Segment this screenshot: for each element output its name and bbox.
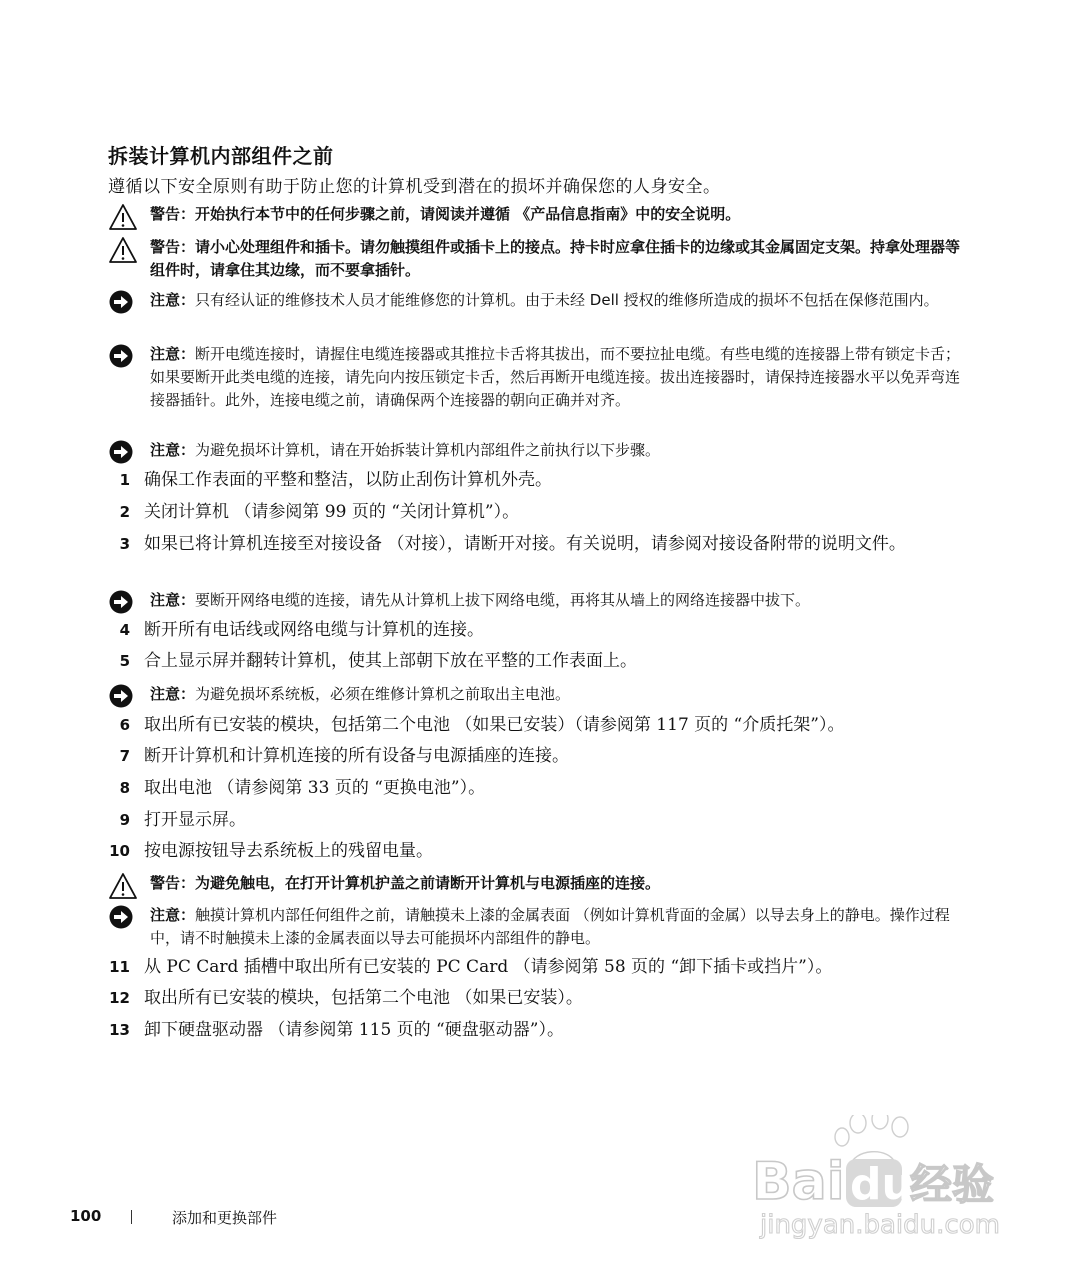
caution-notice xyxy=(106,589,966,612)
warning-label: 警告： xyxy=(150,238,196,256)
notice-label: 注意： xyxy=(150,291,196,309)
step-item xyxy=(106,745,966,768)
step-text: 如果已将计算机连接至对接设备 （对接），请断开对接。有关说明，请参阅对接设备附带的说明文件。 xyxy=(144,534,906,554)
notice-label: 注意： xyxy=(150,441,196,459)
step-number: 12 xyxy=(109,989,130,1007)
step-item xyxy=(106,777,966,800)
caution-notice xyxy=(106,904,966,950)
step-text: 合上显示屏并翻转计算机，使其上部朝下放在平整的工作表面上。 xyxy=(144,651,637,671)
notice-text: 只有经认证的维修技术人员才能维修您的计算机。由于未经 Dell 授权的维修所造成的损坏不包括在保修范围内。 xyxy=(195,291,939,309)
notice-label: 注意： xyxy=(150,906,196,924)
svg-text:jingyan.baidu.com: jingyan.baidu.com xyxy=(760,1210,1000,1240)
step-number: 9 xyxy=(119,811,130,829)
step-number: 6 xyxy=(119,716,130,734)
step-item xyxy=(106,469,966,492)
warning-label: 警告： xyxy=(150,874,196,892)
step-text: 从 PC Card 插槽中取出所有已安装的 PC Card （请参阅第 58 页的 “卸下插卡或挡片”）。 xyxy=(144,957,833,977)
notice-label: 注意： xyxy=(150,591,196,609)
notice-arrow-icon xyxy=(108,683,138,711)
notice-arrow-icon xyxy=(108,439,138,467)
step-item xyxy=(106,619,966,642)
step-item xyxy=(106,956,966,979)
notice-arrow-icon xyxy=(108,904,138,932)
warning-label: 警告： xyxy=(150,205,196,223)
step-text: 取出所有已安装的模块，包括第二个电池 （如果已安装）。 xyxy=(144,988,583,1008)
page-number: 100 xyxy=(70,1207,102,1225)
notice-arrow-icon xyxy=(108,289,138,317)
step-number: 3 xyxy=(119,535,130,553)
warning-notice xyxy=(106,203,966,226)
step-item xyxy=(106,840,966,863)
step-text: 卸下硬盘驱动器 （请参阅第 115 页的 “硬盘驱动器”）。 xyxy=(144,1020,564,1040)
notice-text: 为避免损坏系统板，必须在维修计算机之前取出主电池。 xyxy=(195,685,571,703)
step-item xyxy=(106,1019,966,1042)
step-number: 4 xyxy=(119,621,130,639)
caution-notice xyxy=(106,343,966,412)
caution-notice xyxy=(106,439,966,462)
step-text: 按电源按钮导去系统板上的残留电量。 xyxy=(144,841,433,861)
caution-notice xyxy=(106,683,966,706)
step-text: 关闭计算机 （请参阅第 99 页的 “关闭计算机”）。 xyxy=(144,502,520,522)
svg-text:Bai: Bai xyxy=(752,1152,845,1212)
notice-label: 注意： xyxy=(150,345,196,363)
step-item xyxy=(106,809,966,832)
step-number: 10 xyxy=(109,842,130,860)
step-item xyxy=(106,987,966,1010)
notice-arrow-icon xyxy=(108,589,138,617)
step-text: 取出所有已安装的模块，包括第二个电池 （如果已安装）（请参阅第 117 页的 “介质托架”）。 xyxy=(144,715,845,735)
notice-text: 要断开网络电缆的连接，请先从计算机上拔下网络电缆，再将其从墙上的网络连接器中拔下。 xyxy=(195,591,811,609)
caution-notice xyxy=(106,289,966,312)
warning-triangle-icon xyxy=(108,872,138,900)
step-number: 13 xyxy=(109,1021,130,1039)
warning-text: 请小心处理组件和插卡。请勿触摸组件或插卡上的接点。持卡时应拿住插卡的边缘或其金属固定支架。持拿处理器等组件时，请拿住其边缘，而不要拿插针。 xyxy=(150,238,961,279)
step-number: 2 xyxy=(119,503,130,521)
notice-text: 为避免损坏计算机，请在开始拆装计算机内部组件之前执行以下步骤。 xyxy=(195,441,661,459)
svg-text:du: du xyxy=(850,1159,913,1210)
step-item xyxy=(106,533,966,556)
step-item xyxy=(106,714,966,737)
step-text: 断开所有电话线或网络电缆与计算机的连接。 xyxy=(144,620,484,640)
warning-notice xyxy=(106,872,966,895)
notice-label: 注意： xyxy=(150,685,196,703)
warning-text: 为避免触电，在打开计算机护盖之前请断开计算机与电源插座的连接。 xyxy=(195,874,661,892)
step-text: 确保工作表面的平整和整洁，以防止刮伤计算机外壳。 xyxy=(144,470,552,490)
section-heading: 拆装计算机内部组件之前 xyxy=(108,144,334,168)
step-number: 8 xyxy=(119,779,130,797)
step-item xyxy=(106,501,966,524)
intro-text: 遵循以下安全原则有助于防止您的计算机受到潜在的损坏并确保您的人身安全。 xyxy=(108,177,721,197)
step-number: 1 xyxy=(119,471,130,489)
svg-text:经验: 经验 xyxy=(910,1160,995,1209)
notice-text: 触摸计算机内部任何组件之前，请触摸未上漆的金属表面 （例如计算机背面的金属）以导去身上的静电。操作过程中，请不时触摸未上漆的金属表面以导去可能损坏内部组件的静电。 xyxy=(150,906,950,947)
step-number: 11 xyxy=(109,958,130,976)
footer-divider xyxy=(131,1210,132,1224)
step-text: 断开计算机和计算机连接的所有设备与电源插座的连接。 xyxy=(144,746,569,766)
warning-text: 开始执行本节中的任何步骤之前，请阅读并遵循 《产品信息指南》中的安全说明。 xyxy=(195,205,741,223)
warning-triangle-icon xyxy=(108,203,138,231)
step-item xyxy=(106,650,966,673)
step-text: 打开显示屏。 xyxy=(144,810,246,830)
warning-notice xyxy=(106,236,966,282)
warning-triangle-icon xyxy=(108,236,138,264)
baidu-jingyan-watermark-logo xyxy=(740,1115,1010,1240)
step-text: 取出电池 （请参阅第 33 页的 “更换电池”）。 xyxy=(144,778,486,798)
notice-text: 断开电缆连接时，请握住电缆连接器或其推拉卡舌将其拔出，而不要拉扯电缆。有些电缆的连接器上带有锁定卡舌；如果要断开此类电缆的连接，请先向内按压锁定卡舌，然后再断开电缆连接。拔出连接器时，请保持连接器水平以免弄弯连接器插针。此外，连接电缆之前，请确保两个连接器的朝向正确并对齐。 xyxy=(150,345,961,409)
step-number: 5 xyxy=(119,652,130,670)
footer-section-title: 添加和更换部件 xyxy=(172,1209,278,1227)
step-number: 7 xyxy=(119,747,130,765)
notice-arrow-icon xyxy=(108,343,138,371)
